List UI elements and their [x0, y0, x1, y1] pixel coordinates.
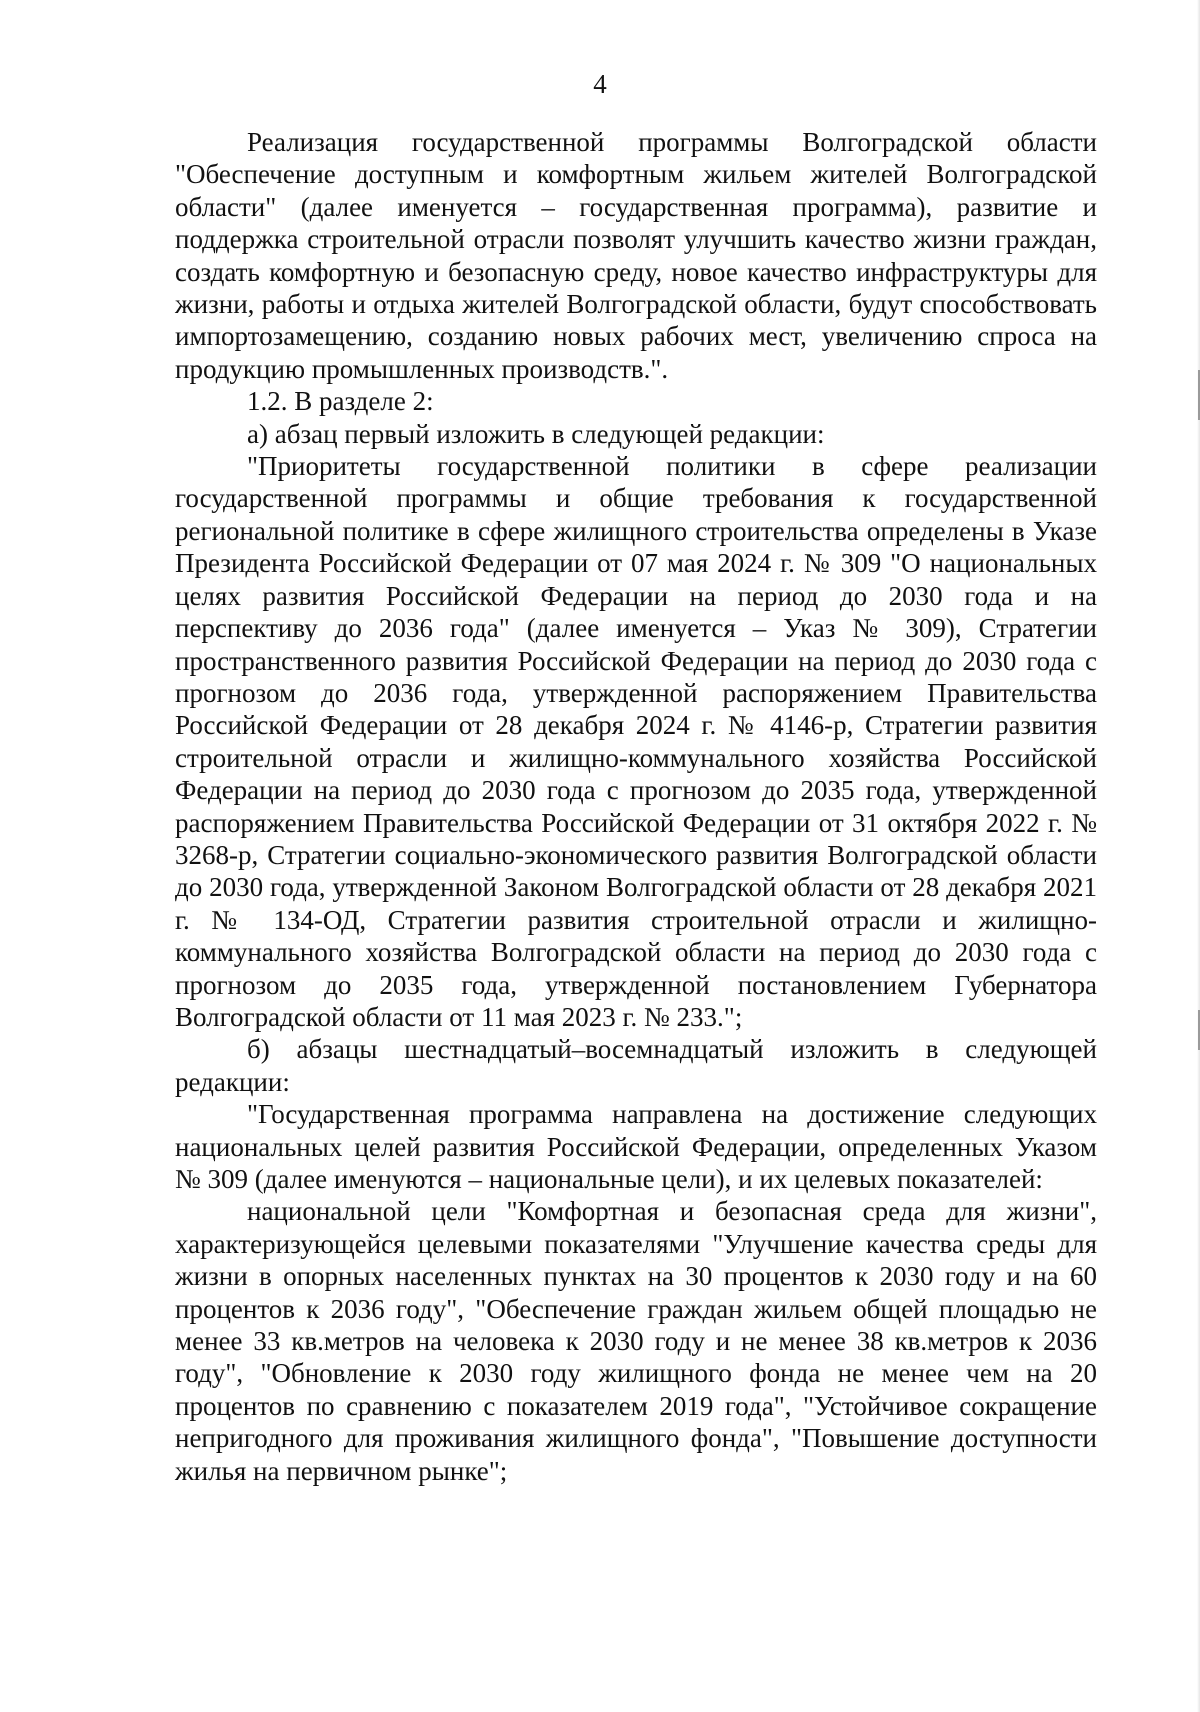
paragraph-national-goals: "Государственная программа направлена на достижение следующих национальных целей развития Российской Федерации, определенных Указом № 309 (далее именуются – национальные цели), и их целевых показателей:: [175, 1099, 1097, 1194]
paragraph-section-heading: 1.2. В разделе 2:: [247, 386, 434, 417]
paragraph-program-implementation: Реализация государственной программы Волгоградской области "Обеспечение доступным и комфортным жильем жителей Волгоградской области" (далее именуется – государственная программа), развитие и поддержка строительной отрасли позволят улучшить качество жизни граждан, создать комфортную и безопасную среду, новое качество инфраструктуры для жизни, работы и отдыха жителей Волгоградской области, будут способствовать импортозамещению, созданию новых рабочих мест, увеличению спроса на продукцию промышленных производств.".: [175, 127, 1097, 384]
paragraph-item-a: а) абзац первый изложить в следующей редакции:: [247, 418, 825, 449]
paragraph-goal-indicators: национальной цели "Комфортная и безопасная среда для жизни", характеризующейся целевыми показателями "Улучшение качества среды для жизни в опорных населенных пунктах на 30 процентов к 2030 году и на 60 процентов к 2036 году", "Обеспечение граждан жильем общей площадью не менее 33 кв.метров на человека к 2030 году и не менее 38 кв.метров к 2036 году", "Обновление к 2030 году жилищного фонда не менее чем на 20 процентов по сравнению с показателем 2019 года", "Устойчивое сокращение непригодного для проживания жилищного фонда", "Повышение доступности жилья на первичном рынке";: [175, 1196, 1097, 1486]
paragraph-item-b: б) абзацы шестнадцатый–восемнадцатый изложить в следующей редакции:: [175, 1034, 1097, 1097]
paragraph-priorities: "Приоритеты государственной политики в сфере реализации государственной программы и общие требования к государственной региональной политике в сфере жилищного строительства определены в Указе Президента Российской Федерации от 07 мая 2024 г. № 309 "О национальных целях развития Российской Федерации на период до 2030 года и на перспективу до 2036 года" (далее именуется – Указ № 309), Стратегии пространственного развития Российской Федерации на период до 2030 года с прогнозом до 2036 года, утвержденной распоряжением Правительства Российской Федерации от 28 декабря 2024 г. № 4146-р, Стратегии развития строительной отрасли и жилищно-коммунального хозяйства Российской Федерации на период до 2030 года с прогнозом до 2035 года, утвержденной распоряжением Правительства Российской Федерации от 31 октября 2022 г. № 3268-р, Стратегии социально-экономического развития Волгоградской области до 2030 года, утвержденной Законом Волгоградской области от 28 декабря 2021 г. № 134-ОД, Стратегии развития строительной отрасли и жилищно-коммунального хозяйства Волгоградской области на период до 2030 года с прогнозом до 2035 года, утвержденной постановлением Губернатора Волгоградской области от 11 мая 2023 г. № 233.";: [175, 451, 1097, 1032]
page-number: 4: [593, 69, 607, 99]
document-body: [175, 126, 1097, 1487]
